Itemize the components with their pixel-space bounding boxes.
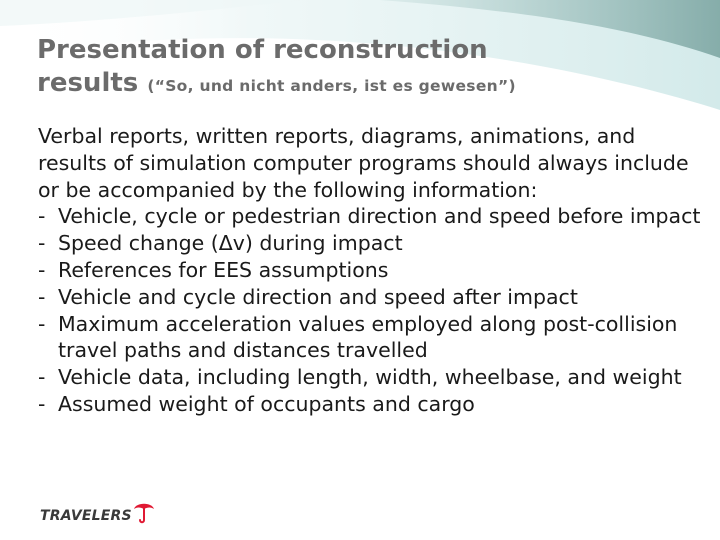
list-item — [38, 311, 708, 365]
bullet-marker: - — [38, 257, 46, 282]
list-item — [38, 391, 708, 418]
list-item-text: Vehicle and cycle direction and speed after impact — [58, 284, 578, 309]
bullet-marker: - — [38, 231, 46, 256]
bullet-marker: - — [38, 204, 46, 229]
intro-paragraph: Verbal reports, written reports, diagrams, animations, and results of simulation computer programs should always include or be accompanied by the following information: — [38, 124, 689, 202]
logo-text: TRAVELERS — [40, 508, 132, 524]
list-item-text: Vehicle data, including length, width, wheelbase, and weight — [58, 365, 682, 390]
list-item-text: Speed change (Δv) during impact — [58, 231, 403, 256]
list-item-text: References for EES assumptions — [58, 257, 389, 282]
list-item-text: Vehicle, cycle or pedestrian direction and speed before impact — [58, 204, 701, 229]
title-line-2: results — [37, 68, 139, 98]
bullet-marker: - — [38, 311, 46, 336]
bullet-marker: - — [38, 284, 46, 309]
list-item — [38, 203, 708, 230]
umbrella-icon — [133, 499, 155, 525]
travelers-logo — [40, 499, 155, 527]
bullet-marker: - — [38, 365, 46, 390]
list-item — [38, 364, 708, 391]
title-subtitle: (“So, und nicht anders, ist es gewesen”) — [147, 77, 516, 95]
title-line-1: Presentation of reconstruction — [37, 35, 488, 65]
slide-body — [38, 123, 708, 418]
list-item-text: Assumed weight of occupants and cargo — [58, 391, 475, 416]
list-item — [38, 284, 708, 311]
slide-title — [37, 34, 697, 103]
bullet-marker: - — [38, 391, 46, 416]
bullet-list — [38, 203, 708, 417]
list-item — [38, 257, 708, 284]
list-item — [38, 230, 708, 257]
list-item-text: Maximum acceleration values employed along post-collision travel paths and distances travelled — [58, 311, 678, 363]
